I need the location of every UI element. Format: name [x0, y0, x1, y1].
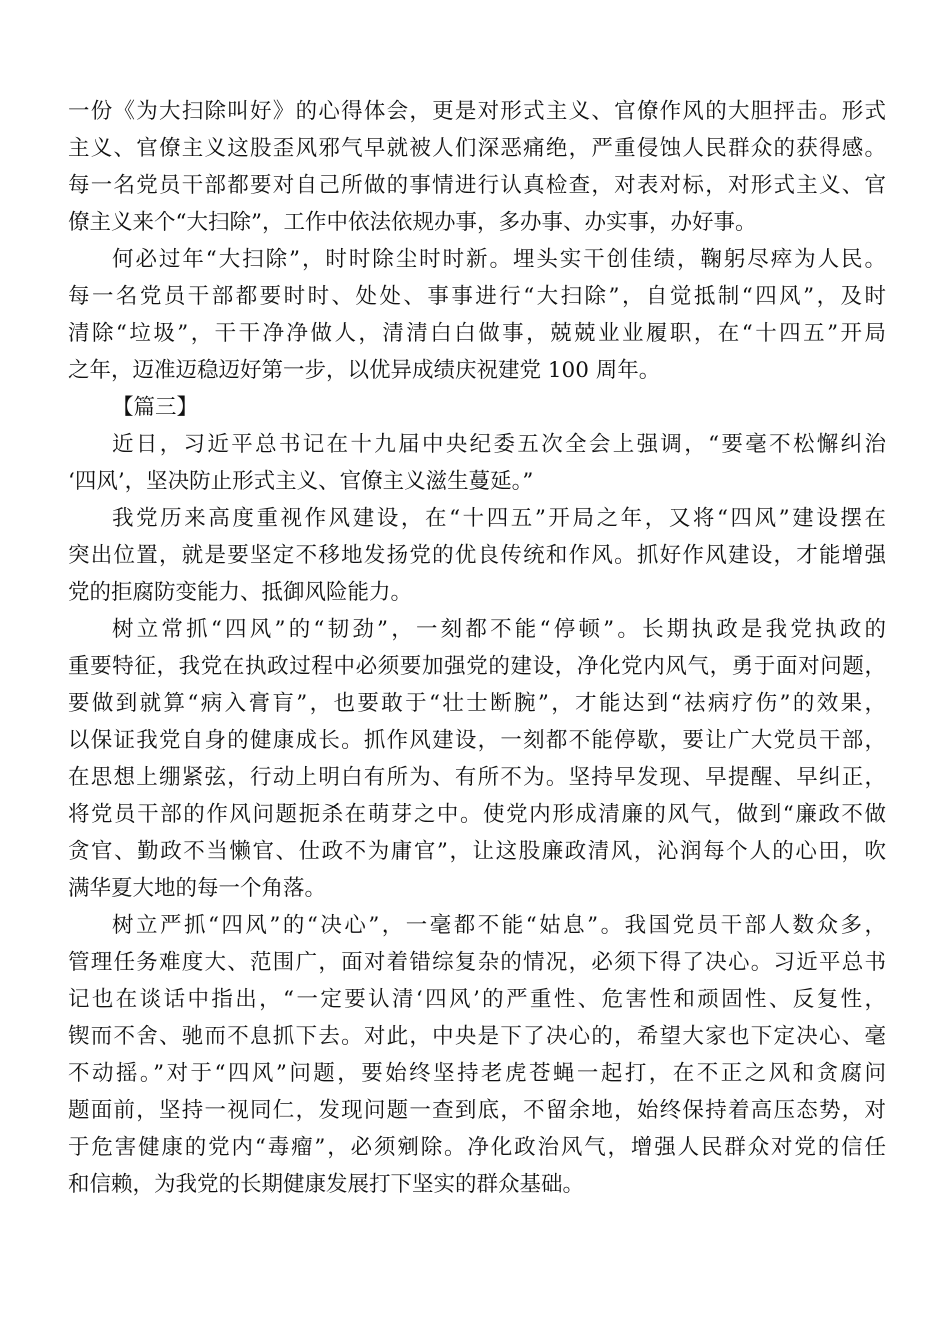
- text-line: 每一名党员干部都要时时、处处、事事进行“大扫除”，自觉抵制“四风”，及时: [68, 284, 886, 309]
- document-body: [68, 93, 886, 1203]
- text-line: 在思想上绷紧弦，行动上明白有所为、有所不为。坚持早发现、早提醒、早纠正，: [68, 765, 886, 790]
- paragraph: [68, 241, 886, 389]
- text-line: 贪官、勤政不当懒官、仕政不为庸官”，让这股廉政清风，沁润每个人的心田，吹: [68, 839, 886, 864]
- text-line: 和信赖，为我党的长期健康发展打下坚实的群众基础。: [68, 1172, 585, 1197]
- text-line: 主义、官僚主义这股歪风邪气早就被人们深恶痛绝，严重侵蚀人民群众的获得感。: [68, 136, 886, 161]
- text-line: 将党员干部的作风问题扼杀在萌芽之中。使党内形成清廉的风气，做到“廉政不做: [68, 802, 886, 827]
- text-line: 管理任务难度大、范围广，面对着错综复杂的情况，必须下得了决心。习近平总书: [68, 950, 886, 975]
- text-line: 之年，迈准迈稳迈好第一步，以优异成绩庆祝建党 100 周年。: [68, 358, 661, 383]
- paragraph: [68, 611, 886, 907]
- text-line: 每一名党员干部都要对自己所做的事情进行认真检查，对表对标，对形式主义、官: [68, 173, 886, 198]
- text-line: 满华夏大地的每一个角落。: [68, 876, 327, 901]
- text-line: 突出位置，就是要坚定不移地发扬党的优良传统和作风。抓好作风建设，才能增强: [68, 543, 886, 568]
- text-line: 不动摇。”对于“四风”问题，要始终坚持老虎苍蝇一起打，在不正之风和贪腐问: [68, 1061, 886, 1086]
- text-line: 树立严抓“四风”的“决心”，一毫都不能“姑息”。我国党员干部人数众多，: [112, 913, 886, 938]
- paragraph: [68, 907, 886, 1203]
- heading-text: 【篇三】: [112, 395, 199, 420]
- text-line: 近日，习近平总书记在十九届中央纪委五次全会上强调，“要毫不松懈纠治: [112, 432, 886, 457]
- text-line: 党的拒腐防变能力、抵御风险能力。: [68, 580, 413, 605]
- paragraph: [68, 93, 886, 241]
- text-line: 僚主义来个“大扫除”，工作中依法依规办事，多办事、办实事，办好事。: [68, 210, 757, 235]
- paragraph: [68, 500, 886, 611]
- text-line: 重要特征，我党在执政过程中必须要加强党的建设，净化党内风气，勇于面对问题，: [68, 654, 886, 679]
- text-line: 树立常抓“四风”的“韧劲”，一刻都不能“停顿”。长期执政是我党执政的: [112, 617, 886, 642]
- text-line: 记也在谈话中指出，“一定要认清‘四风’的严重性、危害性和顽固性、反复性，: [68, 987, 886, 1012]
- text-line: ‘四风’，坚决防止形式主义、官僚主义滋生蔓延。”: [68, 469, 534, 494]
- text-line: 要做到就算“病入膏肓”，也要敢于“壮士断腕”，才能达到“祛病疗伤”的效果，: [68, 691, 886, 716]
- text-line: 于危害健康的党内“毒瘤”，必须剜除。净化政治风气，增强人民群众对党的信任: [68, 1135, 886, 1160]
- text-line: 何必过年“大扫除”，时时除尘时时新。埋头实干创佳绩，鞠躬尽瘁为人民。: [112, 247, 886, 272]
- paragraph: [68, 426, 886, 500]
- text-line: 我党历来高度重视作风建设，在“十四五”开局之年，又将“四风”建设摆在: [112, 506, 886, 531]
- section-heading: [68, 389, 886, 426]
- text-line: 清除“垃圾”，干干净净做人，清清白白做事，兢兢业业履职，在“十四五”开局: [68, 321, 886, 346]
- text-line: 题面前，坚持一视同仁，发现问题一查到底，不留余地，始终保持着高压态势，对: [68, 1098, 886, 1123]
- text-line: 一份《为大扫除叫好》的心得体会，更是对形式主义、官僚作风的大胆抨击。形式: [68, 99, 886, 124]
- text-line: 锲而不舍、驰而不息抓下去。对此，中央是下了决心的，希望大家也下定决心、毫: [68, 1024, 886, 1049]
- text-line: 以保证我党自身的健康成长。抓作风建设，一刻都不能停歇，要让广大党员干部，: [68, 728, 886, 753]
